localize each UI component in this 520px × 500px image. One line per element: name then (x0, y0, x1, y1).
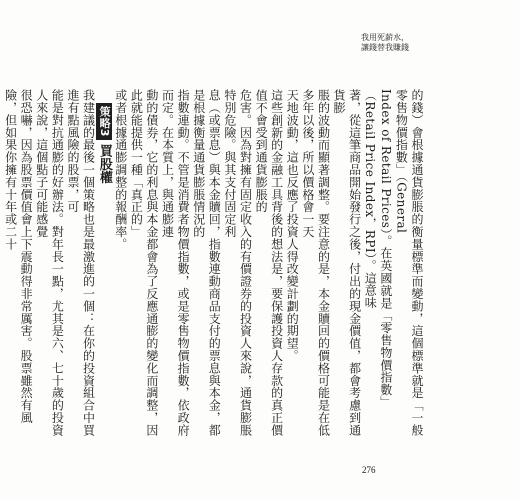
section-title: 買股權 (96, 143, 112, 185)
text-column: 脹的波動而顯著調整。要注意的是，本金贖回的價格可能是在低多年以後，所以價格會一天 (300, 89, 331, 437)
text-column: 指數連動。不管是消費者物價指數，或是零售物價指數，依政府而定。在本質上，與通膨連 (160, 89, 191, 437)
text-column: 的錢）會根據通貨膨脹的衡量標準而變動，這個標準就是「一般零售物價指數」（General (394, 89, 424, 437)
text-column: 我建議的最後一個策略也是最激進的一個：在你的投資組合中買進有點風險的股票，可 (65, 89, 96, 437)
text-column: 或者根據通膨調整的報酬率。 (113, 89, 128, 251)
text-column: 天地波動，這也反應了投資人得改變計劃的期望。 (285, 89, 300, 362)
text-column: 著，從這筆商品開始發行之後，付出的現金價值，都會考慮到通貨膨 (332, 89, 362, 437)
text-column: 這些創新的金融工具背後的想法是，要保護投資人存款的真正價值不會受到通貨膨脹的 (254, 89, 284, 437)
text-column: 息（或票息）與本金贖回，指數連動商品支付的票息與本金，都是根據衡量通貨膨脹情況的 (191, 89, 222, 437)
running-header (340, 33, 430, 53)
text-column: 動的債券，它的利息與本金都會為了反應通膨的變化而調整，因此就能提供一種「真正的」 (129, 89, 159, 437)
text-column: 危害。因為對擁有固定收入的有價證券的投資人來說，通貨膨脹特別危險。與其支付固定利 (222, 89, 253, 437)
section-heading (96, 103, 112, 184)
vertical-body-text (3, 89, 424, 444)
running-header-line1: 我用死薪水， (361, 33, 409, 42)
page-number: 276 (362, 465, 376, 475)
running-header-line2: 讓錢替我賺錢 (361, 43, 409, 52)
text-column: Index of Retail Prices）。在英國就是「零售物價指數」（Retail Price Index，RPI）。這意味 (363, 89, 393, 409)
text-column: 能是對抗通膨的好辦法。對年長一點，尤其是六、七十歲的投資人來說，這個點子可能感覺 (34, 89, 65, 437)
text-column: 很恐嚇，因為股票價值會上下震動得非常厲害。股票雖然有風險，但如果你擁有十年或二十 (3, 89, 34, 424)
strategy-badge: 策略3 (96, 103, 112, 140)
